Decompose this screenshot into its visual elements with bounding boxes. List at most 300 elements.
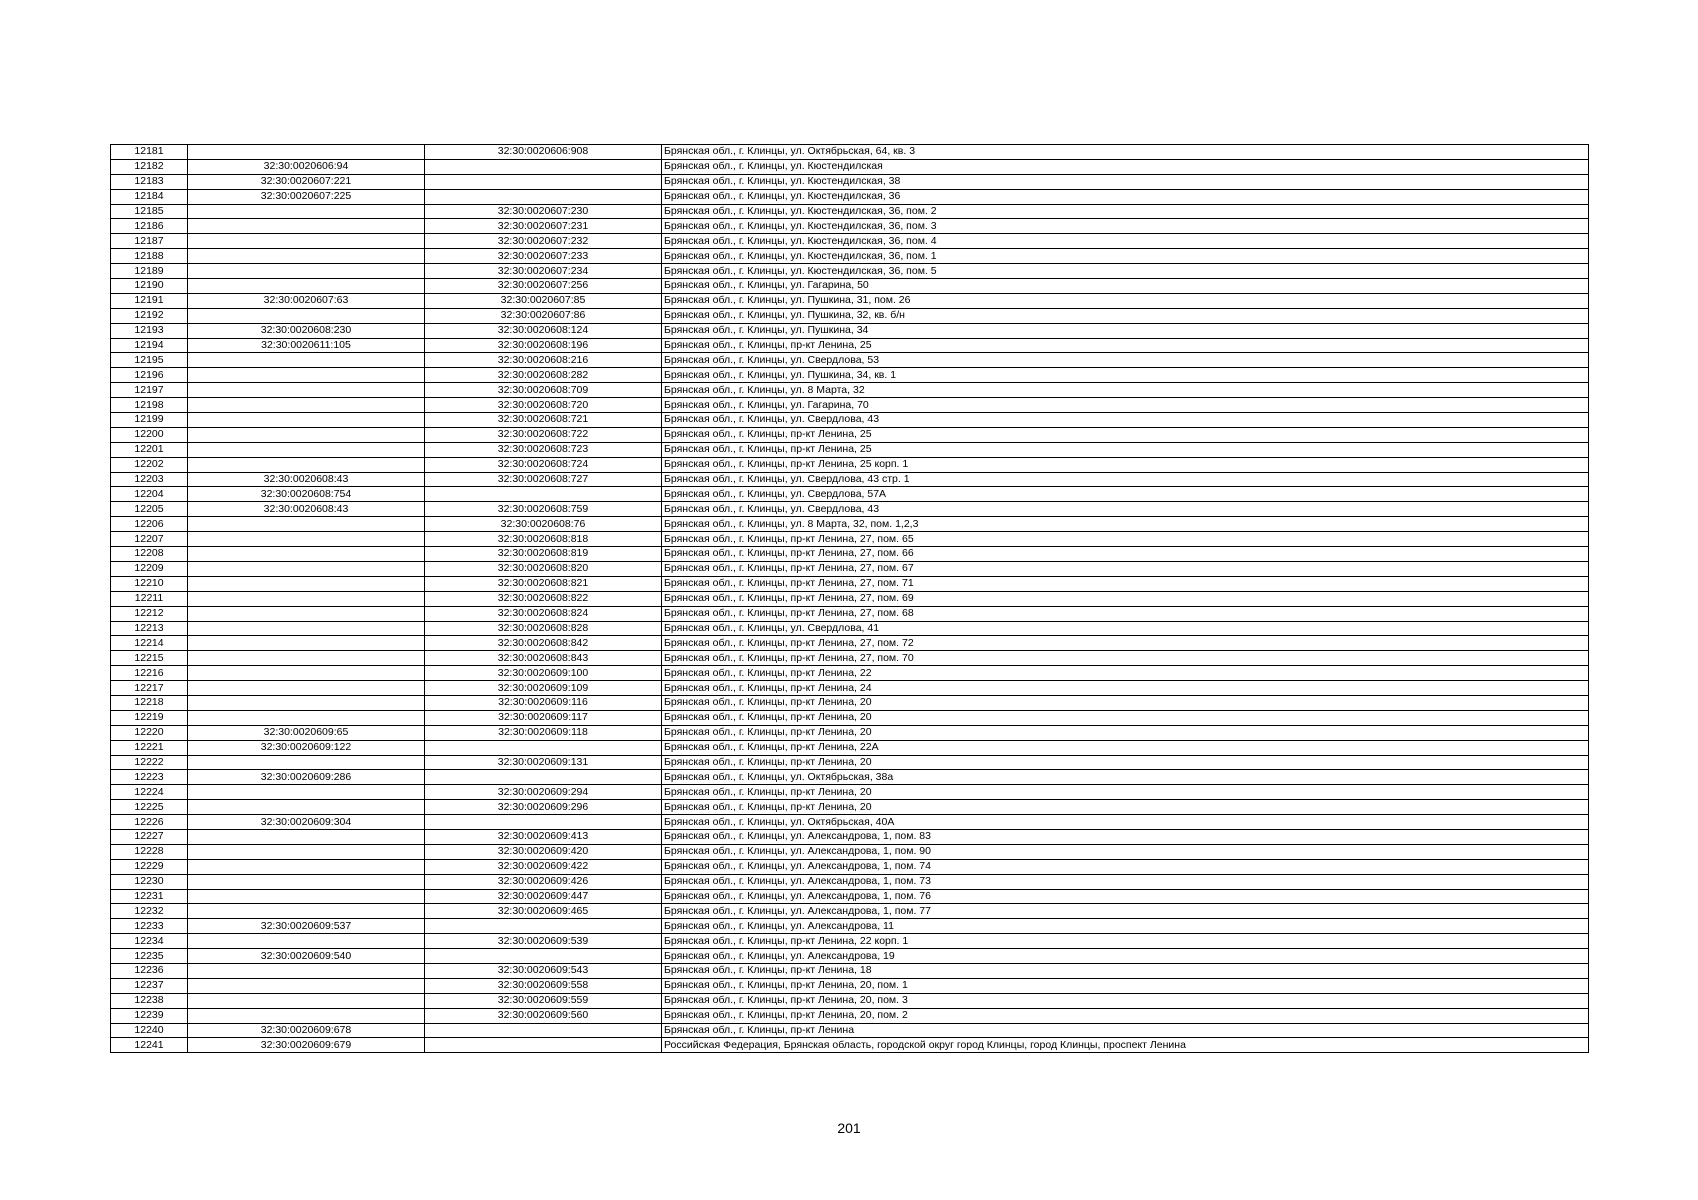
table-row [111,993,1589,1008]
address-cell: Брянская обл., г. Клинцы, пр-кт Ленина, 27, пом. 72 [662,636,1589,651]
cadastral-number-cell [188,844,425,859]
address-cell: Брянская обл., г. Клинцы, ул. Александрова, 19 [662,949,1589,964]
premises-cadastral-number-cell: 32:30:0020608:720 [425,398,662,413]
address-cell: Российская Федерация, Брянская область, городской округ город Клинцы, город Клинцы, проспект Ленина [662,1038,1589,1053]
row-number-cell: 12198 [111,398,188,413]
row-number-cell: 12207 [111,532,188,547]
address-cell: Брянская обл., г. Клинцы, пр-кт Ленина, 22 корп. 1 [662,934,1589,949]
address-cell: Брянская обл., г. Клинцы, пр-кт Ленина, 20 [662,785,1589,800]
row-number-cell: 12186 [111,219,188,234]
table-row [111,174,1589,189]
row-number-cell: 12199 [111,413,188,428]
premises-cadastral-number-cell: 32:30:0020609:465 [425,904,662,919]
premises-cadastral-number-cell: 32:30:0020609:539 [425,934,662,949]
cadastral-number-cell: 32:30:0020607:221 [188,174,425,189]
row-number-cell: 12208 [111,547,188,562]
table-row [111,502,1589,517]
cadastral-number-cell [188,427,425,442]
address-cell: Брянская обл., г. Клинцы, пр-кт Ленина, 20 [662,710,1589,725]
table-row [111,636,1589,651]
address-cell: Брянская обл., г. Клинцы, пр-кт Ленина, 25 [662,427,1589,442]
table-row [111,1038,1589,1053]
row-number-cell: 12218 [111,695,188,710]
cadastral-number-cell [188,621,425,636]
premises-cadastral-number-cell [425,159,662,174]
table-row [111,740,1589,755]
premises-cadastral-number-cell: 32:30:0020609:131 [425,755,662,770]
address-cell: Брянская обл., г. Клинцы, ул. Октябрьская, 38а [662,770,1589,785]
table-row [111,561,1589,576]
row-number-cell: 12225 [111,800,188,815]
row-number-cell: 12185 [111,204,188,219]
address-cell: Брянская обл., г. Клинцы, ул. Александрова, 1, пом. 74 [662,859,1589,874]
row-number-cell: 12231 [111,889,188,904]
premises-cadastral-number-cell: 32:30:0020609:100 [425,666,662,681]
premises-cadastral-number-cell [425,815,662,830]
cadastral-number-cell [188,636,425,651]
cadastral-number-cell: 32:30:0020609:65 [188,725,425,740]
premises-cadastral-number-cell: 32:30:0020609:109 [425,681,662,696]
premises-cadastral-number-cell: 32:30:0020608:196 [425,338,662,353]
row-number-cell: 12237 [111,978,188,993]
cadastral-number-cell [188,651,425,666]
premises-cadastral-number-cell [425,919,662,934]
table-row [111,844,1589,859]
table-row [111,487,1589,502]
table-row [111,204,1589,219]
cadastral-number-cell: 32:30:0020609:540 [188,949,425,964]
table-row [111,904,1589,919]
address-cell: Брянская обл., г. Клинцы, ул. Кюстендилская, 36, пом. 3 [662,219,1589,234]
table-row [111,264,1589,279]
premises-cadastral-number-cell: 32:30:0020608:216 [425,353,662,368]
row-number-cell: 12197 [111,383,188,398]
cadastral-number-cell [188,204,425,219]
row-number-cell: 12204 [111,487,188,502]
premises-cadastral-number-cell [425,770,662,785]
table-row [111,234,1589,249]
address-cell: Брянская обл., г. Клинцы, ул. Александрова, 1, пом. 77 [662,904,1589,919]
table-row [111,934,1589,949]
premises-cadastral-number-cell [425,1038,662,1053]
address-cell: Брянская обл., г. Клинцы, ул. Кюстендилская, 36, пом. 4 [662,234,1589,249]
premises-cadastral-number-cell: 32:30:0020608:124 [425,323,662,338]
row-number-cell: 12227 [111,829,188,844]
cadastral-number-cell: 32:30:0020609:678 [188,1023,425,1038]
cadastral-number-cell: 32:30:0020607:63 [188,293,425,308]
row-number-cell: 12235 [111,949,188,964]
address-cell: Брянская обл., г. Клинцы, ул. Кюстендилская [662,159,1589,174]
row-number-cell: 12191 [111,293,188,308]
address-cell: Брянская обл., г. Клинцы, пр-кт Ленина, 20, пом. 1 [662,978,1589,993]
cadastral-number-cell [188,800,425,815]
row-number-cell: 12240 [111,1023,188,1038]
table-row [111,547,1589,562]
premises-cadastral-number-cell: 32:30:0020607:232 [425,234,662,249]
table-row [111,859,1589,874]
page-number: 201 [837,1120,861,1136]
address-cell: Брянская обл., г. Клинцы, ул. Пушкина, 32, кв. б/н [662,308,1589,323]
premises-cadastral-number-cell [425,1023,662,1038]
cadastral-table [110,144,1589,1053]
row-number-cell: 12211 [111,591,188,606]
premises-cadastral-number-cell: 32:30:0020608:824 [425,606,662,621]
address-cell: Брянская обл., г. Клинцы, ул. Александрова, 1, пом. 76 [662,889,1589,904]
row-number-cell: 12183 [111,174,188,189]
address-cell: Брянская обл., г. Клинцы, ул. Свердлова, 41 [662,621,1589,636]
row-number-cell: 12215 [111,651,188,666]
table-row [111,279,1589,294]
address-cell: Брянская обл., г. Клинцы, пр-кт Ленина, 20 [662,725,1589,740]
row-number-cell: 12203 [111,472,188,487]
cadastral-number-cell: 32:30:0020609:122 [188,740,425,755]
row-number-cell: 12214 [111,636,188,651]
premises-cadastral-number-cell: 32:30:0020609:558 [425,978,662,993]
address-cell: Брянская обл., г. Клинцы, пр-кт Ленина, 27, пом. 71 [662,576,1589,591]
address-cell: Брянская обл., г. Клинцы, ул. Александрова, 1, пом. 83 [662,829,1589,844]
table-row [111,472,1589,487]
table-row [111,368,1589,383]
row-number-cell: 12217 [111,681,188,696]
cadastral-number-cell [188,249,425,264]
row-number-cell: 12220 [111,725,188,740]
row-number-cell: 12200 [111,427,188,442]
table-row [111,919,1589,934]
premises-cadastral-number-cell [425,174,662,189]
table-row [111,666,1589,681]
table-row [111,457,1589,472]
address-cell: Брянская обл., г. Клинцы, ул. Пушкина, 31, пом. 26 [662,293,1589,308]
cadastral-number-cell [188,368,425,383]
table-row [111,695,1589,710]
row-number-cell: 12239 [111,1008,188,1023]
cadastral-number-cell [188,1008,425,1023]
address-cell: Брянская обл., г. Клинцы, ул. Кюстендилская, 38 [662,174,1589,189]
table-row [111,353,1589,368]
row-number-cell: 12222 [111,755,188,770]
table-row [111,219,1589,234]
table-row [111,874,1589,889]
table-row [111,621,1589,636]
premises-cadastral-number-cell: 32:30:0020609:118 [425,725,662,740]
address-cell: Брянская обл., г. Клинцы, ул. Александрова, 1, пом. 90 [662,844,1589,859]
premises-cadastral-number-cell: 32:30:0020609:296 [425,800,662,815]
row-number-cell: 12223 [111,770,188,785]
cadastral-number-cell [188,353,425,368]
table-row [111,800,1589,815]
cadastral-number-cell [188,279,425,294]
premises-cadastral-number-cell: 32:30:0020608:820 [425,561,662,576]
address-cell: Брянская обл., г. Клинцы, пр-кт Ленина, 18 [662,963,1589,978]
cadastral-number-cell [188,829,425,844]
premises-cadastral-number-cell [425,487,662,502]
address-cell: Брянская обл., г. Клинцы, пр-кт Ленина, 25 [662,442,1589,457]
premises-cadastral-number-cell: 32:30:0020609:559 [425,993,662,1008]
row-number-cell: 12184 [111,189,188,204]
table-row [111,978,1589,993]
address-cell: Брянская обл., г. Клинцы, ул. Свердлова, 57А [662,487,1589,502]
premises-cadastral-number-cell: 32:30:0020608:727 [425,472,662,487]
premises-cadastral-number-cell: 32:30:0020608:759 [425,502,662,517]
premises-cadastral-number-cell: 32:30:0020609:413 [425,829,662,844]
cadastral-number-cell [188,576,425,591]
table-row [111,249,1589,264]
table-row [111,785,1589,800]
table-row [111,293,1589,308]
premises-cadastral-number-cell [425,189,662,204]
row-number-cell: 12241 [111,1038,188,1053]
address-cell: Брянская обл., г. Клинцы, ул. Кюстендилская, 36 [662,189,1589,204]
row-number-cell: 12190 [111,279,188,294]
cadastral-number-cell [188,457,425,472]
address-cell: Брянская обл., г. Клинцы, ул. Октябрьская, 64, кв. 3 [662,145,1589,160]
row-number-cell: 12221 [111,740,188,755]
cadastral-number-cell [188,681,425,696]
address-cell: Брянская обл., г. Клинцы, пр-кт Ленина, 20 [662,695,1589,710]
premises-cadastral-number-cell: 32:30:0020607:230 [425,204,662,219]
cadastral-number-cell: 32:30:0020609:679 [188,1038,425,1053]
table-body [111,145,1589,1053]
premises-cadastral-number-cell: 32:30:0020608:282 [425,368,662,383]
table-row [111,517,1589,532]
table-row [111,889,1589,904]
table-row [111,398,1589,413]
row-number-cell: 12230 [111,874,188,889]
address-cell: Брянская обл., г. Клинцы, ул. Александрова, 1, пом. 73 [662,874,1589,889]
table-row [111,829,1589,844]
row-number-cell: 12188 [111,249,188,264]
row-number-cell: 12228 [111,844,188,859]
premises-cadastral-number-cell: 32:30:0020607:85 [425,293,662,308]
row-number-cell: 12234 [111,934,188,949]
address-cell: Брянская обл., г. Клинцы, ул. Свердлова, 43 [662,502,1589,517]
cadastral-number-cell [188,517,425,532]
table-row [111,145,1589,160]
table-row [111,1008,1589,1023]
address-cell: Брянская обл., г. Клинцы, ул. Пушкина, 34 [662,323,1589,338]
table-row [111,725,1589,740]
address-cell: Брянская обл., г. Клинцы, ул. Гагарина, 50 [662,279,1589,294]
address-cell: Брянская обл., г. Клинцы, пр-кт Ленина, 27, пом. 70 [662,651,1589,666]
premises-cadastral-number-cell: 32:30:0020609:447 [425,889,662,904]
premises-cadastral-number-cell: 32:30:0020608:821 [425,576,662,591]
cadastral-number-cell: 32:30:0020607:225 [188,189,425,204]
address-cell: Брянская обл., г. Клинцы, ул. 8 Марта, 32 [662,383,1589,398]
table-row [111,189,1589,204]
row-number-cell: 12224 [111,785,188,800]
premises-cadastral-number-cell: 32:30:0020608:723 [425,442,662,457]
premises-cadastral-number-cell: 32:30:0020606:908 [425,145,662,160]
cadastral-number-cell [188,785,425,800]
cadastral-number-cell [188,219,425,234]
address-cell: Брянская обл., г. Клинцы, ул. Пушкина, 34, кв. 1 [662,368,1589,383]
cadastral-number-cell [188,308,425,323]
premises-cadastral-number-cell: 32:30:0020609:422 [425,859,662,874]
address-cell: Брянская обл., г. Клинцы, пр-кт Ленина, 27, пом. 65 [662,532,1589,547]
premises-cadastral-number-cell: 32:30:0020609:116 [425,695,662,710]
table-row [111,427,1589,442]
cadastral-number-cell [188,561,425,576]
row-number-cell: 12192 [111,308,188,323]
cadastral-number-cell [188,442,425,457]
address-cell: Брянская обл., г. Клинцы, пр-кт Ленина, 20, пом. 3 [662,993,1589,1008]
row-number-cell: 12232 [111,904,188,919]
cadastral-number-cell: 32:30:0020606:94 [188,159,425,174]
table-row [111,815,1589,830]
table-row [111,576,1589,591]
address-cell: Брянская обл., г. Клинцы, пр-кт Ленина, 25 [662,338,1589,353]
row-number-cell: 12189 [111,264,188,279]
row-number-cell: 12201 [111,442,188,457]
premises-cadastral-number-cell: 32:30:0020609:294 [425,785,662,800]
address-cell: Брянская обл., г. Клинцы, ул. Октябрьская, 40А [662,815,1589,830]
cadastral-number-cell [188,234,425,249]
address-cell: Брянская обл., г. Клинцы, пр-кт Ленина, 27, пом. 66 [662,547,1589,562]
cadastral-number-cell: 32:30:0020609:286 [188,770,425,785]
cadastral-number-cell [188,383,425,398]
cadastral-number-cell [188,755,425,770]
table-row [111,532,1589,547]
address-cell: Брянская обл., г. Клинцы, ул. Свердлова, 43 [662,413,1589,428]
cadastral-number-cell [188,978,425,993]
row-number-cell: 12205 [111,502,188,517]
address-cell: Брянская обл., г. Клинцы, пр-кт Ленина, 20 [662,755,1589,770]
row-number-cell: 12229 [111,859,188,874]
table-row [111,963,1589,978]
premises-cadastral-number-cell: 32:30:0020607:86 [425,308,662,323]
cadastral-number-cell [188,904,425,919]
row-number-cell: 12216 [111,666,188,681]
cadastral-number-cell: 32:30:0020608:230 [188,323,425,338]
row-number-cell: 12196 [111,368,188,383]
address-cell: Брянская обл., г. Клинцы, ул. Александрова, 11 [662,919,1589,934]
premises-cadastral-number-cell: 32:30:0020608:724 [425,457,662,472]
cadastral-number-cell [188,666,425,681]
cadastral-number-cell [188,889,425,904]
cadastral-number-cell: 32:30:0020608:43 [188,502,425,517]
table-row [111,413,1589,428]
address-cell: Брянская обл., г. Клинцы, пр-кт Ленина, 20, пом. 2 [662,1008,1589,1023]
address-cell: Брянская обл., г. Клинцы, пр-кт Ленина, 25 корп. 1 [662,457,1589,472]
row-number-cell: 12206 [111,517,188,532]
cadastral-number-cell: 32:30:0020611:105 [188,338,425,353]
address-cell: Брянская обл., г. Клинцы, пр-кт Ленина, 22 [662,666,1589,681]
row-number-cell: 12209 [111,561,188,576]
premises-cadastral-number-cell: 32:30:0020608:842 [425,636,662,651]
premises-cadastral-number-cell [425,949,662,964]
table-row [111,591,1589,606]
cadastral-number-cell: 32:30:0020609:537 [188,919,425,934]
premises-cadastral-number-cell: 32:30:0020609:117 [425,710,662,725]
premises-cadastral-number-cell: 32:30:0020609:426 [425,874,662,889]
cadastral-number-cell: 32:30:0020609:304 [188,815,425,830]
cadastral-number-cell [188,934,425,949]
cadastral-number-cell [188,695,425,710]
premises-cadastral-number-cell: 32:30:0020608:722 [425,427,662,442]
table-row [111,606,1589,621]
row-number-cell: 12181 [111,145,188,160]
cadastral-number-cell [188,963,425,978]
address-cell: Брянская обл., г. Клинцы, пр-кт Ленина, 27, пом. 68 [662,606,1589,621]
cadastral-number-cell [188,398,425,413]
cadastral-number-cell: 32:30:0020608:43 [188,472,425,487]
address-cell: Брянская обл., г. Клинцы, пр-кт Ленина [662,1023,1589,1038]
row-number-cell: 12219 [111,710,188,725]
address-cell: Брянская обл., г. Клинцы, пр-кт Ленина, 24 [662,681,1589,696]
address-cell: Брянская обл., г. Клинцы, ул. Гагарина, 70 [662,398,1589,413]
premises-cadastral-number-cell: 32:30:0020607:233 [425,249,662,264]
premises-cadastral-number-cell: 32:30:0020609:560 [425,1008,662,1023]
table-row [111,681,1589,696]
premises-cadastral-number-cell: 32:30:0020607:234 [425,264,662,279]
row-number-cell: 12233 [111,919,188,934]
address-cell: Брянская обл., г. Клинцы, пр-кт Ленина, 27, пом. 67 [662,561,1589,576]
address-cell: Брянская обл., г. Клинцы, ул. Кюстендилская, 36, пом. 5 [662,264,1589,279]
table-row [111,159,1589,174]
cadastral-number-cell [188,710,425,725]
premises-cadastral-number-cell: 32:30:0020608:76 [425,517,662,532]
cadastral-number-cell [188,413,425,428]
row-number-cell: 12193 [111,323,188,338]
table-row [111,949,1589,964]
table-row [111,651,1589,666]
address-cell: Брянская обл., г. Клинцы, пр-кт Ленина, 27, пом. 69 [662,591,1589,606]
row-number-cell: 12238 [111,993,188,1008]
table-row [111,770,1589,785]
cadastral-number-cell [188,264,425,279]
document-table [110,144,1588,1053]
row-number-cell: 12210 [111,576,188,591]
premises-cadastral-number-cell: 32:30:0020608:822 [425,591,662,606]
premises-cadastral-number-cell: 32:30:0020608:843 [425,651,662,666]
row-number-cell: 12195 [111,353,188,368]
cadastral-number-cell [188,993,425,1008]
table-row [111,383,1589,398]
premises-cadastral-number-cell: 32:30:0020608:709 [425,383,662,398]
cadastral-number-cell [188,591,425,606]
row-number-cell: 12182 [111,159,188,174]
table-row [111,323,1589,338]
premises-cadastral-number-cell: 32:30:0020608:828 [425,621,662,636]
premises-cadastral-number-cell: 32:30:0020608:818 [425,532,662,547]
address-cell: Брянская обл., г. Клинцы, ул. Свердлова, 43 стр. 1 [662,472,1589,487]
table-row [111,442,1589,457]
table-row [111,338,1589,353]
cadastral-number-cell [188,547,425,562]
premises-cadastral-number-cell [425,740,662,755]
cadastral-number-cell [188,859,425,874]
row-number-cell: 12213 [111,621,188,636]
row-number-cell: 12202 [111,457,188,472]
premises-cadastral-number-cell: 32:30:0020607:231 [425,219,662,234]
premises-cadastral-number-cell: 32:30:0020608:721 [425,413,662,428]
table-row [111,1023,1589,1038]
address-cell: Брянская обл., г. Клинцы, пр-кт Ленина, 22А [662,740,1589,755]
address-cell: Брянская обл., г. Клинцы, ул. Свердлова, 53 [662,353,1589,368]
address-cell: Брянская обл., г. Клинцы, ул. 8 Марта, 32, пом. 1,2,3 [662,517,1589,532]
row-number-cell: 12194 [111,338,188,353]
row-number-cell: 12212 [111,606,188,621]
cadastral-number-cell [188,606,425,621]
table-row [111,308,1589,323]
premises-cadastral-number-cell: 32:30:0020608:819 [425,547,662,562]
premises-cadastral-number-cell: 32:30:0020609:543 [425,963,662,978]
table-row [111,755,1589,770]
cadastral-number-cell: 32:30:0020608:754 [188,487,425,502]
address-cell: Брянская обл., г. Клинцы, пр-кт Ленина, 20 [662,800,1589,815]
row-number-cell: 12226 [111,815,188,830]
row-number-cell: 12187 [111,234,188,249]
